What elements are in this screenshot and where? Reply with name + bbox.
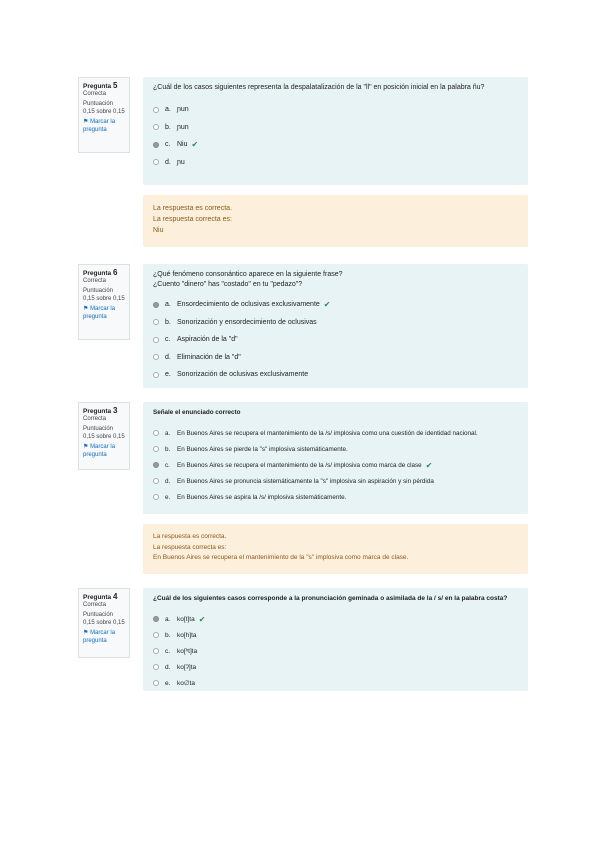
- answer-option[interactable]: e. ko∅ta: [153, 675, 518, 691]
- radio-button[interactable]: [153, 648, 159, 654]
- answer-option[interactable]: c. En Buenos Aires se recupera el mantenimiento de la /s/ implosiva como marca de clase ✔: [153, 457, 518, 473]
- radio-button[interactable]: [153, 494, 159, 500]
- radio-button[interactable]: [153, 664, 159, 670]
- check-icon: ✔: [323, 300, 331, 310]
- feedback-correct-answer: Niu: [153, 227, 164, 234]
- question-status: Correcta: [83, 415, 107, 422]
- radio-button[interactable]: [153, 319, 159, 325]
- question-info-3: [78, 402, 130, 470]
- answer-option[interactable]: b. ko[h]ta: [153, 627, 518, 643]
- answer-option[interactable]: a. ko[t]ta ✔: [153, 611, 518, 627]
- radio-button[interactable]: [153, 430, 159, 436]
- question-info-5: [78, 77, 130, 153]
- flag-icon: ⚑: [83, 119, 89, 125]
- question-info-6: [78, 264, 130, 340]
- radio-button[interactable]: [153, 680, 159, 686]
- question-formulation-6: [143, 264, 528, 388]
- feedback-box-3: [143, 524, 528, 574]
- question-status: Correcta: [83, 601, 107, 608]
- answer-option[interactable]: b. ɲun: [153, 119, 518, 137]
- feedback-correct-label: La respuesta correcta es:: [153, 543, 227, 551]
- answer-option[interactable]: d. En Buenos Aires se pronuncia sistemáticamente la "s" implosiva sin aspiración y sin pérdida: [153, 473, 518, 489]
- question-number: Pregunta 4: [83, 592, 118, 601]
- radio-button-checked[interactable]: [153, 616, 159, 622]
- feedback-result: La respuesta es correcta.: [153, 533, 227, 540]
- question-text: ¿Cuál de los casos siguientes representa la despalatalización de la "ll" en posición inicial en la palabra ñu?: [153, 84, 485, 91]
- radio-button[interactable]: [153, 372, 159, 378]
- flag-question-link[interactable]: ⚑ Marcar la pregunta: [83, 306, 116, 320]
- answer-option[interactable]: e. En Buenos Aires se aspira la /s/ implosiva sistemáticamente.: [153, 489, 518, 505]
- flag-icon: ⚑: [83, 630, 89, 636]
- radio-button[interactable]: [153, 124, 159, 130]
- feedback-box-5: [143, 195, 528, 247]
- radio-button[interactable]: [153, 337, 159, 343]
- radio-button[interactable]: [153, 446, 159, 452]
- answer-option[interactable]: b. En Buenos Aires se pierde la "s" implosiva sistemáticamente.: [153, 441, 518, 457]
- question-text: ¿Cuál de los siguientes casos corresponde a la pronunciación geminada o asimilada de la / s/ en la palabra costa?: [153, 595, 508, 602]
- check-icon: ✔: [198, 614, 206, 624]
- question-score: Puntuación 0,15 sobre 0,15: [83, 426, 125, 440]
- radio-button[interactable]: [153, 107, 159, 113]
- radio-button[interactable]: [153, 159, 159, 165]
- flag-icon: ⚑: [83, 306, 89, 312]
- question-score: Puntuación 0,15 sobre 0,15: [83, 612, 125, 626]
- question-formulation-4: [143, 588, 528, 691]
- question-score: Puntuación 0,15 sobre 0,15: [83, 101, 125, 115]
- question-text: ¿Qué fenómeno consonántico aparece en la siguiente frase? ¿Cuento "dinero" has "costado" en tu "pedazo"?: [153, 271, 343, 288]
- answer-option[interactable]: d. Eliminación de la "d": [153, 349, 518, 367]
- feedback-result: La respuesta es correcta.: [153, 205, 232, 212]
- flag-question-link[interactable]: ⚑ Marcar la pregunta: [83, 444, 116, 458]
- question-text: Señale el enunciado correcto: [153, 409, 241, 416]
- question-score: Puntuación 0,15 sobre 0,15: [83, 288, 125, 302]
- radio-button-checked[interactable]: [153, 142, 159, 148]
- flag-question-link[interactable]: ⚑ Marcar la pregunta: [83, 630, 116, 644]
- flag-question-link[interactable]: ⚑ Marcar la pregunta: [83, 119, 116, 133]
- radio-button-checked[interactable]: [153, 462, 159, 468]
- question-formulation-3: [143, 402, 528, 514]
- answer-option[interactable]: c. Aspiración de la "d": [153, 331, 518, 349]
- question-number: Pregunta 6: [83, 268, 118, 277]
- answer-option[interactable]: a. ɲun: [153, 101, 518, 119]
- question-number: Pregunta 3: [83, 406, 118, 415]
- radio-button[interactable]: [153, 632, 159, 638]
- feedback-correct-label: La respuesta correcta es:: [153, 216, 232, 223]
- radio-button[interactable]: [153, 354, 159, 360]
- answer-option[interactable]: e. Sonorización de oclusivas exclusivamente: [153, 366, 518, 384]
- answer-option[interactable]: d. ɲu: [153, 154, 518, 172]
- answer-option[interactable]: b. Sonorización y ensordecimiento de oclusivas: [153, 314, 518, 332]
- answer-option[interactable]: a. Ensordecimiento de oclusivas exclusivamente ✔: [153, 296, 518, 314]
- answer-option[interactable]: d. ko[ʔ]ta: [153, 659, 518, 675]
- radio-button-checked[interactable]: [153, 302, 159, 308]
- question-status: Correcta: [83, 90, 107, 97]
- answer-option[interactable]: c. ko[ʰt]ta: [153, 643, 518, 659]
- question-info-4: [78, 588, 130, 658]
- answer-option[interactable]: a. En Buenos Aires se recupera el mantenimiento de la /s/ implosiva como una cuestión de identidad nacional.: [153, 425, 518, 441]
- question-formulation-5: [143, 77, 528, 185]
- check-icon: ✔: [191, 140, 199, 150]
- question-status: Correcta: [83, 277, 107, 284]
- question-number: Pregunta 5: [83, 81, 118, 90]
- flag-icon: ⚑: [83, 444, 89, 450]
- check-icon: ✔: [425, 460, 433, 470]
- feedback-correct-answer: En Buenos Aires se recupera el mantenimiento de la "s" implosiva como marca de clase.: [153, 554, 409, 561]
- answer-option[interactable]: c. Niu ✔: [153, 136, 518, 154]
- radio-button[interactable]: [153, 478, 159, 484]
